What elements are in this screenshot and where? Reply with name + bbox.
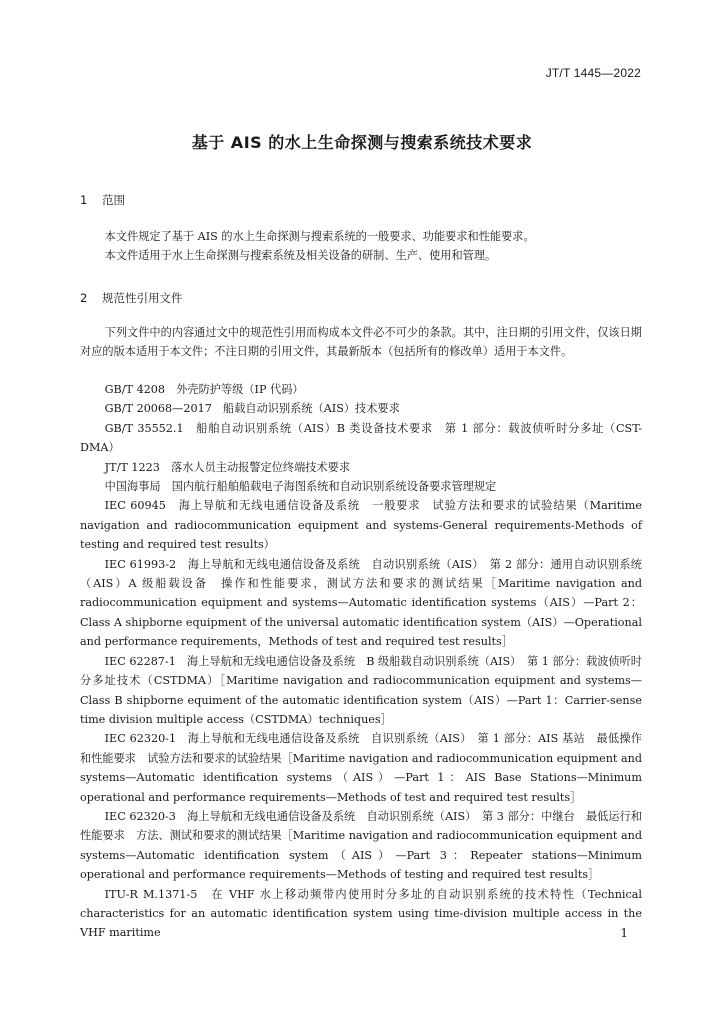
page-number: 1 xyxy=(620,926,628,940)
reference-item: IEC 62287-1 海上导航和无线电通信设备及系统 B 级船载自动识别系统（AIS） 第 1 部分：载波侦听时分多址技术（CSTDMA）［Maritime navigation and radiocommunication equipment and systems—Class B shipborne equiment of the automatic identification system（AIS）—Part 1：Carrier-sense time division multiple access（CSTDMA）techniques］ xyxy=(80,654,642,726)
reference-item: GB/T 4208 外壳防护等级（IP 代码） xyxy=(104,383,304,396)
reference-item: GB/T 35552.1 船舶自动识别系统（AIS）B 类设备技术要求 第 1 部分：载波侦听时分多址（CST-DMA） xyxy=(80,421,642,455)
reference-item: IEC 62320-1 海上导航和无线电通信设备及系统 自识别系统（AIS） 第 1 部分：AIS 基站 最低操作和性能要求 试验方法和要求的试验结果［Maritime navigation and radiocommunication equipment and systems—Automatic identification systems（AIS）—Part 1：AIS Base Stations—Minimum operational and performance requirements—Methods of test and required test results］ xyxy=(80,732,642,804)
section-2-intro-paragraph: 下列文件中的内容通过文中的规范性引用而构成本文件必不可少的条款。其中，注日期的引用文件，仅该日期对应的版本适用于本文件；不注日期的引用文件，其最新版本（包括所有的修改单）适用于本文件。 xyxy=(80,326,642,359)
section-2-title: 规范性引用文件 xyxy=(102,291,183,305)
reference-item: 中国海事局 国内航行船舶船载电子海图系统和自动识别系统设备要求管理规定 xyxy=(104,480,497,494)
section-2-number: 2 xyxy=(80,291,88,305)
reference-item: IEC 61993-2 海上导航和无线电通信设备及系统 自动识别系统（AIS） 第 2 部分：通用自动识别系统（AIS）A 级船载设备 操作和性能要求，测试方法和要求的测试结果［Maritime navigation and radiocommunication equipment and systems—Automatic identification systems（AIS）—Part 2：Class A shipborne equipment of the universal automatic identification system（AIS）—Operational and performance requirements，Methods of test and required test results］ xyxy=(80,557,642,649)
section-1-title: 范围 xyxy=(102,193,125,207)
reference-item: IEC 60945 海上导航和无线电通信设备及系统 一般要求 试验方法和要求的试验结果（Maritime navigation and radiocommunication equipment and systems-General requirements-Methods of testing and required test results） xyxy=(80,499,642,552)
reference-item: JT/T 1223 落水人员主动报警定位终端技术要求 xyxy=(104,460,351,474)
normative-references-list xyxy=(80,380,642,943)
section-1-paragraph: 本文件规定了基于 AIS 的水上生命探测与搜索系统的一般要求、功能要求和性能要求。 xyxy=(104,230,535,243)
section-2-intro xyxy=(80,323,642,362)
section-2-heading xyxy=(80,290,183,306)
section-1-number: 1 xyxy=(80,193,88,207)
section-1-body xyxy=(80,227,642,266)
section-1-paragraph: 本文件适用于水上生命探测与搜索系统及相关设备的研制、生产、使用和管理。 xyxy=(104,249,497,263)
document-title: 基于 AIS 的水上生命探测与搜索系统技术要求 xyxy=(191,133,533,152)
section-1-heading xyxy=(80,192,125,208)
reference-item: ITU-R M.1371-5 在 VHF 水上移动频带内使用时分多址的自动识别系统的技术特性（Technical characteristics for an automatic identification system using time-division multiple access in the VHF maritime xyxy=(80,887,642,940)
reference-item: IEC 62320-3 海上导航和无线电通信设备及系统 自动识别系统（AIS） 第 3 部分：中继台 最低运行和性能要求 方法、测试和要求的测试结果［Maritime navigation and radiocommunication equipment and systems—Automatic identification system（AIS）—Part 3：Repeater stations—Minimum operational and performance requirements—Methods of testing and required test results］ xyxy=(80,809,642,882)
document-code: JT/T 1445—2022 xyxy=(545,66,641,80)
reference-item: GB/T 20068—2017 船载自动识别系统（AIS）技术要求 xyxy=(104,402,400,416)
